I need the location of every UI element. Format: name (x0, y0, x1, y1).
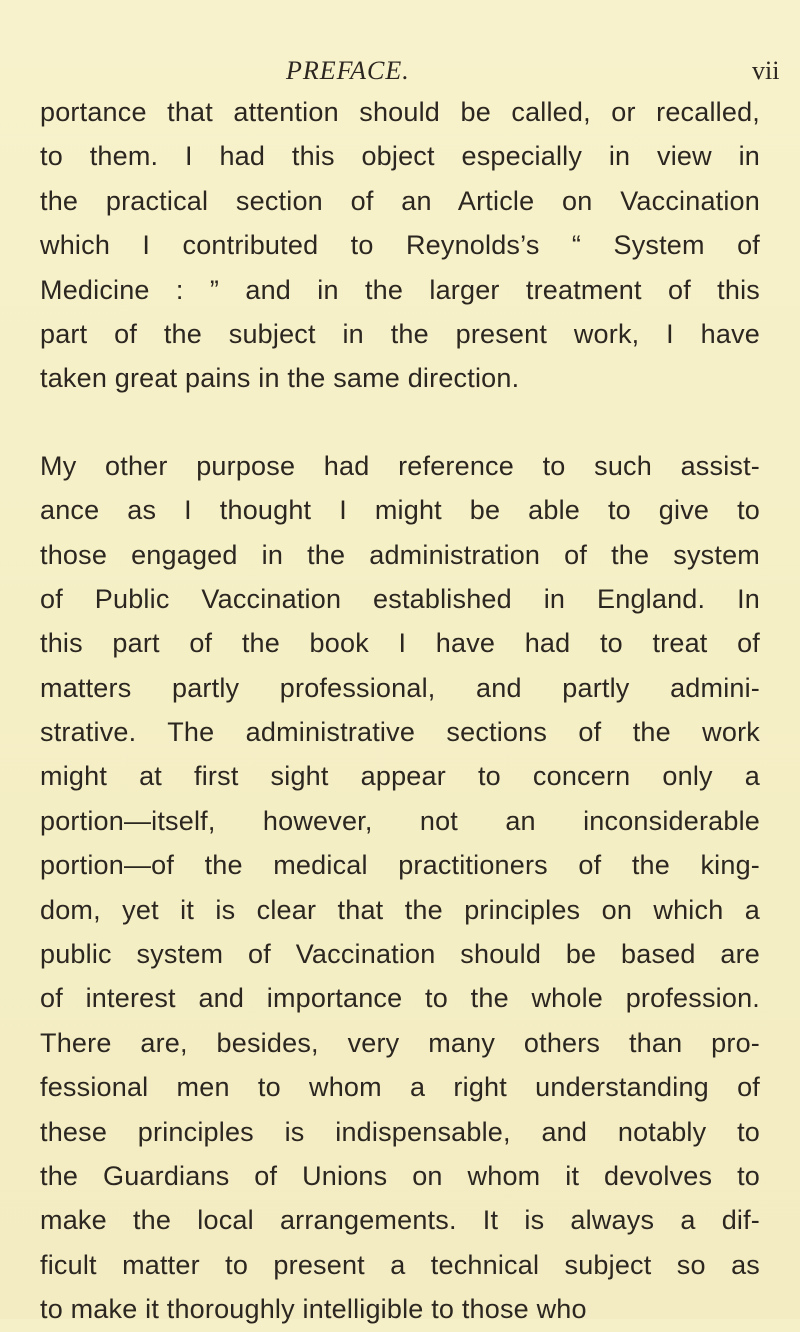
text-line: part of the subject in the present work, I have (40, 318, 760, 349)
text-line: ance as I thought I might be able to give to (40, 495, 760, 526)
running-head (0, 56, 800, 90)
text-line: make the local arrangements. It is always a dif- (40, 1205, 760, 1236)
text-line: There are, besides, very many others than pro- (40, 1027, 760, 1058)
text-line: strative. The administrative sections of the work (40, 717, 760, 748)
paragraph-gap (40, 401, 760, 444)
text-line: My other purpose had reference to such assist- (40, 450, 760, 481)
text-line: matters partly professional, and partly admini- (40, 672, 760, 703)
page-number: vii (752, 56, 780, 85)
text-line: dom, yet it is clear that the principles on which a (40, 894, 760, 925)
text-line: the Guardians of Unions on whom it devolves to (40, 1160, 760, 1191)
body-text (40, 90, 760, 1332)
text-line: portion—itself, however, not an inconsiderable (40, 805, 760, 836)
text-line: those engaged in the administration of the system (40, 539, 760, 570)
text-line: of Public Vaccination established in England. In (40, 583, 760, 614)
text-line: taken great pains in the same direction. (40, 363, 520, 394)
running-title: PREFACE. (286, 56, 410, 85)
text-line: to them. I had this object especially in view in (40, 141, 760, 172)
text-line: the practical section of an Article on Vaccination (40, 185, 760, 216)
text-line: which I contributed to Reynolds’s “ System of (40, 230, 760, 261)
text-line: ficult matter to present a technical subject so as (40, 1249, 760, 1280)
paragraph-2 (40, 444, 760, 1332)
text-line: portance that attention should be called, or recalled, (40, 97, 760, 127)
text-line: portion—of the medical practitioners of the king- (40, 850, 760, 881)
text-line: these principles is indispensable, and notably to (40, 1116, 760, 1147)
text-line: public system of Vaccination should be based are (40, 939, 760, 970)
text-line: to make it thoroughly intelligible to those who (40, 1294, 587, 1325)
text-line: this part of the book I have had to treat of (40, 628, 760, 659)
text-line: of interest and importance to the whole profession. (40, 983, 760, 1014)
text-line: Medicine : ” and in the larger treatment of this (40, 274, 760, 305)
text-line: fessional men to whom a right understanding of (40, 1072, 760, 1103)
paragraph-1 (40, 90, 760, 401)
text-line: might at first sight appear to concern only a (40, 761, 760, 792)
